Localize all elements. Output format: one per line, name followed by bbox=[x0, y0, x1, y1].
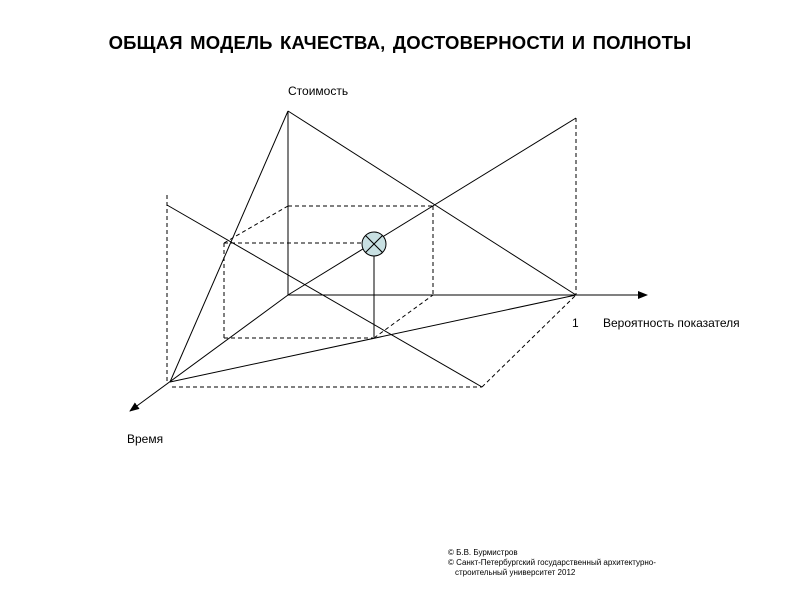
dashed-box-edge bbox=[224, 206, 288, 243]
plane-line bbox=[170, 111, 288, 382]
model-point bbox=[362, 232, 386, 256]
y-axis-label: Стоимость bbox=[288, 84, 349, 98]
copyright-author: © Б.В. Бурмистров bbox=[448, 548, 518, 557]
page-title: ОБЩАЯ МОДЕЛЬ КАЧЕСТВА, ДОСТОВЕРНОСТИ И ПОЛНОТЫ bbox=[108, 32, 692, 53]
copyright-institution: © Санкт-Петербургский государственный архитектурно- bbox=[448, 558, 656, 567]
z-axis-label: Время bbox=[127, 432, 164, 446]
plane-line bbox=[167, 205, 482, 387]
plane-line bbox=[288, 111, 576, 295]
z-axis bbox=[130, 295, 288, 411]
copyright-block bbox=[448, 548, 656, 578]
dashed-guide bbox=[482, 295, 576, 387]
x-axis-label: Вероятность показателя bbox=[603, 316, 740, 330]
copyright-institution-cont: строительный университет 2012 bbox=[455, 568, 576, 577]
x-axis-tick-label: 1 bbox=[572, 316, 579, 330]
